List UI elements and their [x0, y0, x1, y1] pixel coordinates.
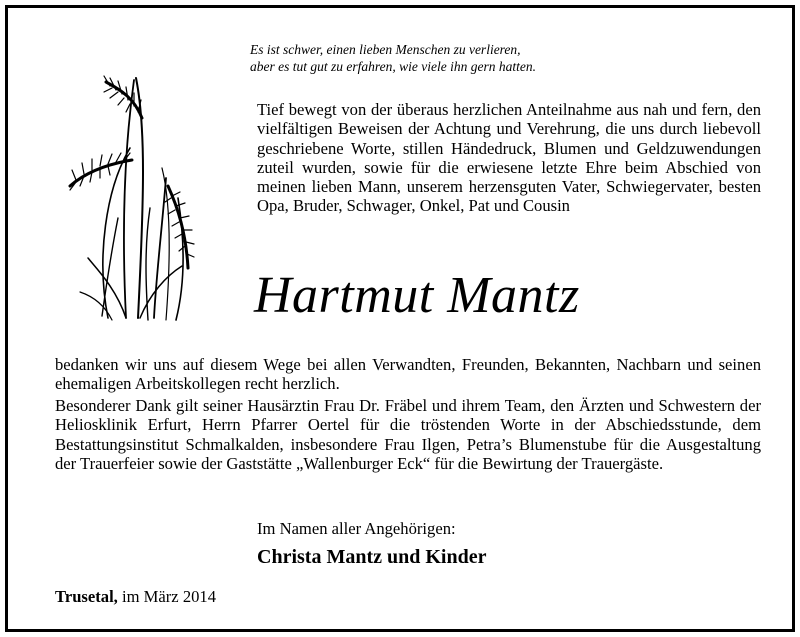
wheat-grass-icon [66, 68, 216, 328]
family-signature: Christa Mantz und Kinder [257, 546, 487, 568]
deceased-name: Hartmut Mantz [254, 267, 580, 324]
place: Trusetal, [55, 587, 118, 606]
motto-line-1: Es ist schwer, einen lieben Menschen zu verlieren, [250, 42, 521, 57]
special-thanks-paragraph: Besonderer Dank gilt seiner Hausärztin Frau Dr. Fräbel und ihrem Team, den Ärzten und Schwestern der Heliosklinik Erfurt, Herrn Pfarrer Oertel für die tröstenden Worte in der Abschiedsstunde, dem Bestattungsinstitut Schmalkalden, insbesondere Frau Ilgen, Petra’s Blumenstube für die Ausgestaltung der Trauerfeier sowie der Gaststätte „Wallenburger Eck“ für die Bewirtung der Trauergäste. [55, 396, 761, 473]
place-date [55, 587, 216, 607]
date: im März 2014 [122, 587, 217, 606]
motto [250, 41, 630, 75]
closing-line: Im Namen aller Angehörigen: [257, 519, 456, 538]
intro-text: Tief bewegt von der überaus herzlichen Anteilnahme aus nah und fern, den vielfältigen Beweisen der Achtung und Verehrung, die uns durch liebevoll geschriebene Worte, stillen Händedruck, Blumen und Geldzuwendungen zuteil wurden, sowie für die erwiesene letzte Ehre beim Abschied von meinen lieben Mann, unserem herzensguten Vater, Schwiegervater, besten Opa, Bruder, Schwager, Onkel, Pat und Cousin [257, 100, 761, 216]
thanks-paragraph: bedanken wir uns auf diesem Wege bei allen Verwandten, Freunden, Bekannten, Nachbarn und seinen ehemaligen Arbeitskollegen recht herzlich. [55, 355, 761, 394]
motto-line-2: aber es tut gut zu erfahren, wie viele ihn gern hatten. [250, 59, 536, 74]
obituary-notice-frame [5, 5, 795, 632]
